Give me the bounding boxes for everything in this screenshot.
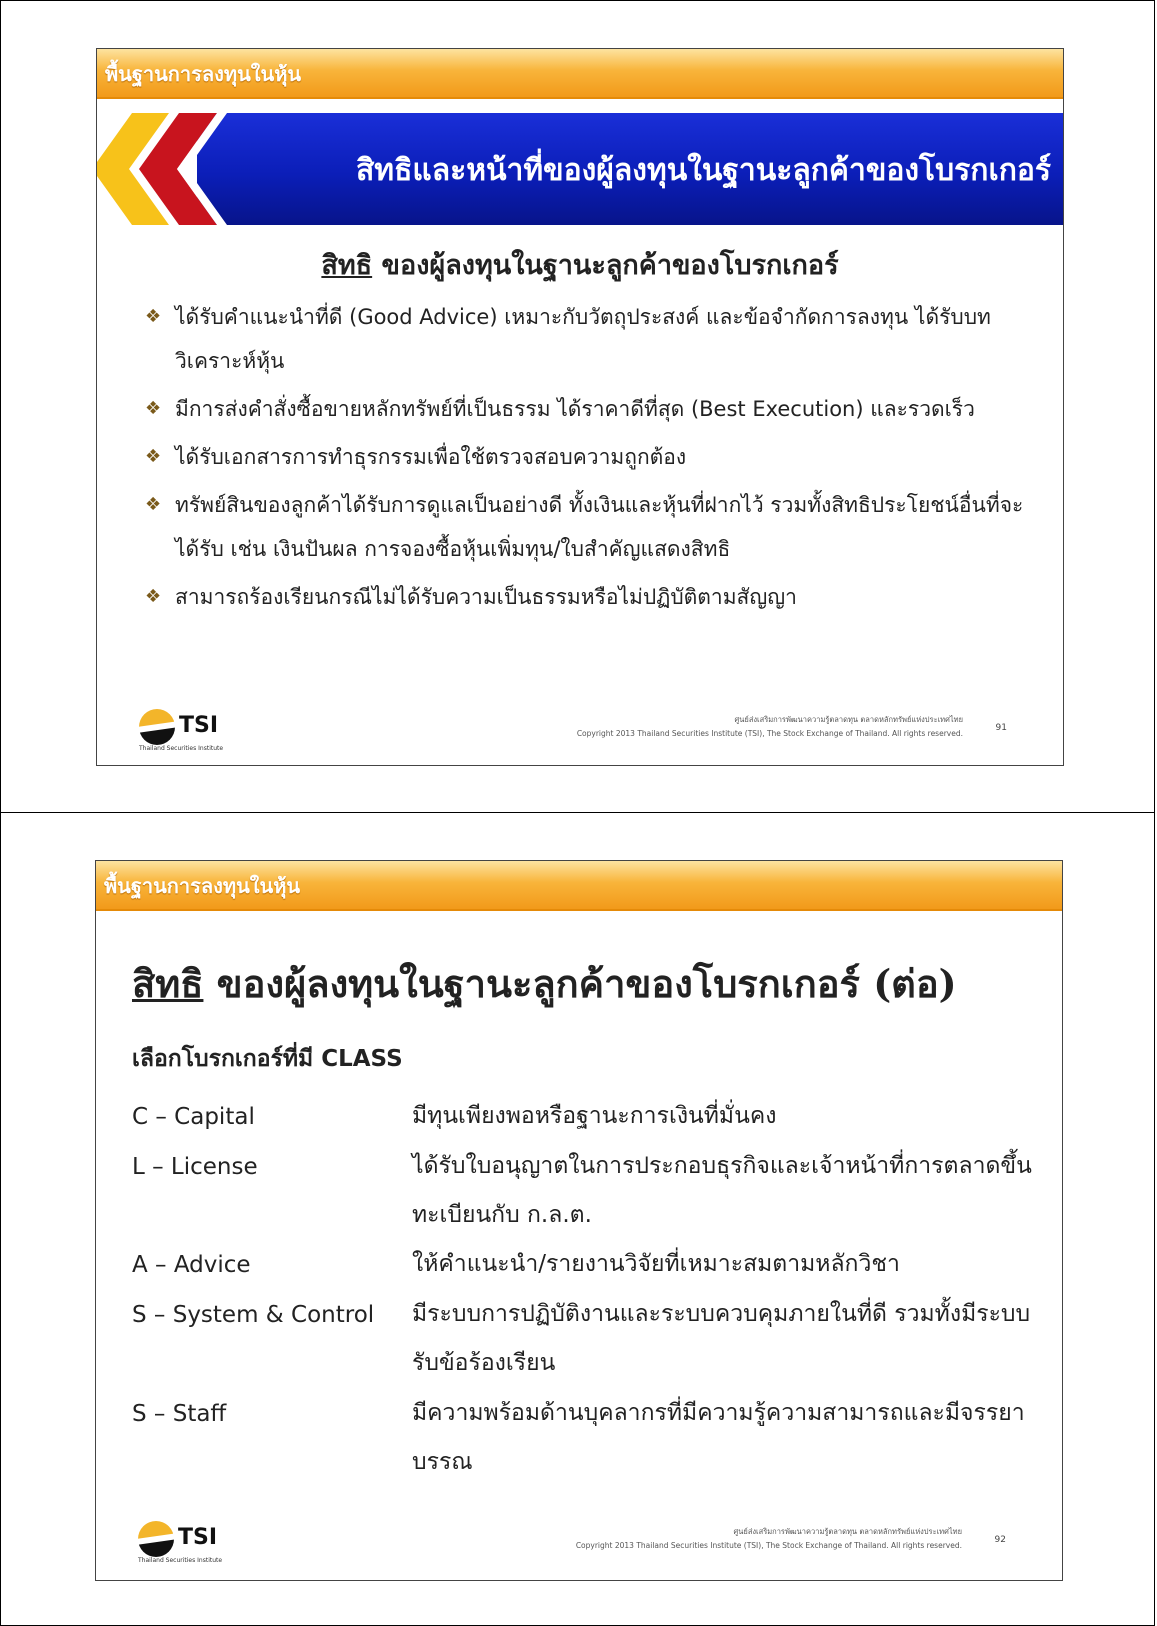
class-row-desc: มีทุนเพียงพอหรือฐานะการเงินที่มั่นคง bbox=[412, 1103, 777, 1129]
list-item: ❖ สามารถร้องเรียนกรณีไม่ได้รับความเป็นธรรมหรือไม่ปฏิบัติตามสัญญา bbox=[145, 575, 1045, 619]
slide-92 bbox=[95, 860, 1063, 1581]
footer-thai-line: ศูนย์ส่งเสริมการพัฒนาความรู้ตลาดทุน ตลาดหลักทรัพย์แห่งประเทศไทย bbox=[734, 715, 963, 724]
class-row-desc: ให้คำแนะนำ/รายงานวิจัยที่เหมาะสมตามหลักวิชา bbox=[412, 1251, 900, 1277]
slide-title bbox=[132, 953, 957, 1014]
diamond-bullet-icon: ❖ bbox=[145, 398, 162, 419]
list-item: ❖ ได้รับคำแนะนำที่ดี (Good Advice) เหมาะกับวัตถุประสงค์ และข้อจำกัดการลงทุน ได้รับบทวิเคราะห์หุ้น bbox=[145, 295, 1045, 383]
slide-header-bar bbox=[97, 49, 1063, 99]
tsi-logo bbox=[139, 709, 231, 752]
footer-copyright: Copyright 2013 Thailand Securities Institute (TSI), The Stock Exchange of Thailand. All rights reserved. bbox=[575, 1541, 962, 1550]
title-banner bbox=[97, 113, 1063, 225]
logo-text: TSI bbox=[179, 713, 219, 738]
slide-91 bbox=[96, 48, 1064, 766]
chevron-arrows-icon bbox=[97, 113, 227, 225]
tsi-logo bbox=[138, 1521, 230, 1564]
class-row-label: C – Capital bbox=[132, 1104, 255, 1130]
slide-header-text: พื้นฐานการลงทุนในหุ้น bbox=[104, 874, 301, 898]
title-underlined-word: สิทธิ bbox=[132, 961, 204, 1006]
class-row-desc: ได้รับใบอนุญาตในการประกอบธุรกิจและเจ้าหน้าที่การตลาดขึ้นทะเบียนกับ ก.ล.ต. bbox=[412, 1153, 1032, 1228]
logo-subtext: Thailand Securities Institute bbox=[138, 1557, 223, 1564]
list-item: ❖ มีการส่งคำสั่งซื้อขายหลักทรัพย์ที่เป็นธรรม ได้ราคาดีที่สุด (Best Execution) และรวดเร็ว bbox=[145, 387, 1045, 431]
title-rest: ของผู้ลงทุนในฐานะลูกค้าของโบรกเกอร์ (ต่อ) bbox=[203, 961, 957, 1006]
logo-subtext: Thailand Securities Institute bbox=[139, 745, 224, 752]
slide-header-bar bbox=[96, 861, 1062, 911]
slide-subtitle bbox=[97, 243, 1063, 286]
list-item: ❖ ทรัพย์สินของลูกค้าได้รับการดูแลเป็นอย่างดี ทั้งเงินและหุ้นที่ฝากไว้ รวมทั้งสิทธิประโยชน์อื่นที่จะได้รับ เช่น เงินปันผล การจองซื้อหุ้นเพิ่มทุน/ใบสำคัญแสดงสิทธิ bbox=[145, 483, 1045, 571]
footer-thai-line: ศูนย์ส่งเสริมการพัฒนาความรู้ตลาดทุน ตลาดหลักทรัพย์แห่งประเทศไทย bbox=[733, 1527, 962, 1536]
class-word: CLASS bbox=[321, 1046, 403, 1072]
slide-footer bbox=[362, 1525, 962, 1553]
banner-title: สิทธิและหน้าที่ของผู้ลงทุนในฐานะลูกค้าของโบรกเกอร์ bbox=[356, 153, 1051, 188]
banner-blue-panel bbox=[197, 113, 1063, 225]
slide-footer bbox=[363, 713, 963, 741]
class-row-label: S – Staff bbox=[132, 1401, 227, 1427]
diamond-bullet-icon: ❖ bbox=[145, 586, 162, 607]
page-number: 92 bbox=[994, 1535, 1006, 1545]
subtitle-rest: ของผู้ลงทุนในฐานะลูกค้าของโบรกเกอร์ bbox=[372, 250, 839, 281]
list-item: ❖ ได้รับเอกสารการทำธุรกรรมเพื่อใช้ตรวจสอบความถูกต้อง bbox=[145, 435, 1045, 479]
page-number: 91 bbox=[995, 723, 1007, 733]
subtitle-underlined-word: สิทธิ bbox=[321, 250, 373, 281]
slide-header-text: พื้นฐานการลงทุนในหุ้น bbox=[105, 62, 302, 86]
diamond-bullet-icon: ❖ bbox=[145, 494, 162, 515]
class-row-label: L – License bbox=[132, 1154, 258, 1180]
footer-copyright: Copyright 2013 Thailand Securities Institute (TSI), The Stock Exchange of Thailand. All rights reserved. bbox=[576, 729, 963, 738]
logo-text: TSI bbox=[178, 1525, 218, 1550]
page-top-half bbox=[0, 0, 1155, 813]
class-heading: เลือกโบรกเกอร์ที่มี CLASS bbox=[132, 1046, 403, 1072]
rights-bullet-list bbox=[145, 295, 1045, 623]
class-row-label: A – Advice bbox=[132, 1252, 251, 1278]
class-row-desc: มีระบบการปฏิบัติงานและระบบควบคุมภายในที่ดี รวมทั้งมีระบบรับข้อร้องเรียน bbox=[412, 1301, 1031, 1376]
diamond-bullet-icon: ❖ bbox=[145, 306, 162, 327]
class-row-label: S – System & Control bbox=[132, 1302, 375, 1328]
class-row-desc: มีความพร้อมด้านบุคลากรที่มีความรู้ความสามารถและมีจรรยาบรรณ bbox=[412, 1400, 1025, 1475]
diamond-bullet-icon: ❖ bbox=[145, 446, 162, 467]
